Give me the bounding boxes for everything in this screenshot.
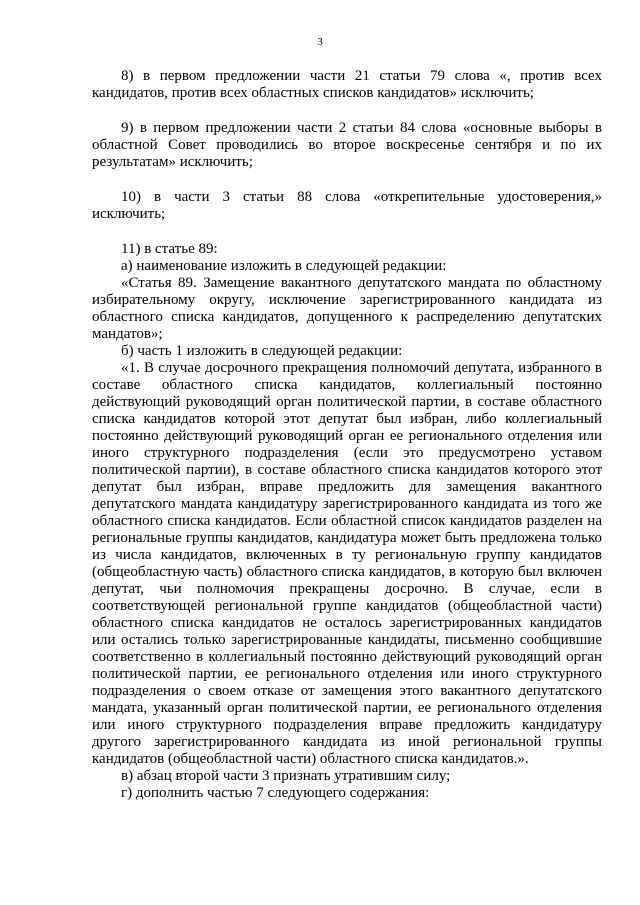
paragraph-item-9: 9) в первом предложении части 2 статьи 84 слова «основные выборы в областной Совет проводились во второе воскресенье сентября и по их результатам» исключить;	[92, 120, 602, 170]
paragraph-part-1-text: «1. В случае досрочного прекращения полномочий депутата, избранного в составе областного списка кандидатов, коллегиальный постоянно действующий руководящий орган политической партии, в составе областного списка кандидатов которой этот депутат был избран, либо коллегиальный постоянно действующий руководящий орган ее регионального отделения или иного структурного подразделения (если это предусмотрено уставом политической партии), в составе областного списка кандидатов которого этот депутат был избран, вправе предложить для замещения вакантного депутатского мандата кандидатуру зарегистрированного кандидата из того же областного списка кандидатов. Если областной список кандидатов разделен на региональные группы кандидатов, кандидатура может быть предложена только из числа кандидатов, включенных в ту региональную группу кандидатов (общеобластную часть) областного списка кандидатов, в которую был включен депутат, чьи полномочия прекращены досрочно. В случае, если в соответствующей региональной группе кандидатов (общеобластной части) областного списка кандидатов не осталось зарегистрированных кандидатов или остались только зарегистрированные кандидаты, письменно сообщившие соответственно в коллегиальный постоянно действующий руководящий орган политической партии, ее регионального отделения или иного структурного подразделения о своем отказе от замещения этого вакантного депутатского мандата, указанный орган политической партии, ее регионального отделения или иного структурного подразделения вправе предложить кандидатуру другого зарегистрированного кандидата из иной региональной группы кандидатов (общеобластной части) областного списка кандидатов.».	[92, 360, 602, 767]
page-number: 3	[317, 36, 323, 48]
paragraph-subitem-v: в) абзац второй части 3 признать утратившим силу;	[121, 768, 451, 784]
paragraph-item-11: 11) в статье 89:	[121, 241, 218, 257]
paragraph-item-10: 10) в части 3 статьи 88 слова «открепительные удостоверения,» исключить;	[92, 189, 602, 222]
paragraph-subitem-a: а) наименование изложить в следующей редакции:	[121, 258, 447, 274]
paragraph-article-89-title: «Статья 89. Замещение вакантного депутатского мандата по областному избирательному округу, исключение зарегистрированного кандидата из областного списка кандидатов, допущенного к распределению депутатских мандатов»;	[92, 275, 602, 342]
paragraph-item-8: 8) в первом предложении части 21 статьи 79 слова «, против всех кандидатов, против всех областных списков кандидатов» исключить;	[92, 68, 602, 101]
paragraph-subitem-g: г) дополнить частью 7 следующего содержания:	[121, 785, 430, 801]
paragraph-subitem-b: б) часть 1 изложить в следующей редакции:	[121, 343, 403, 359]
